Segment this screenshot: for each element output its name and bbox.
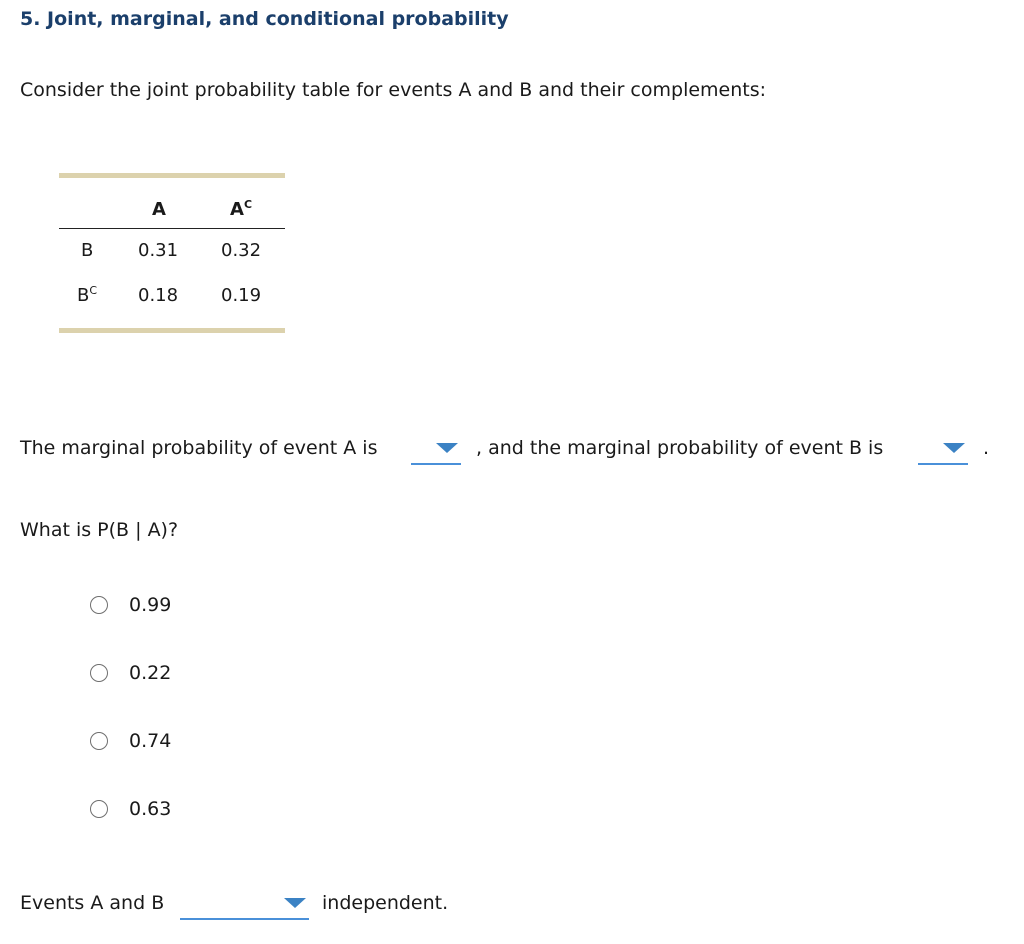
question-intro: Consider the joint probability table for events A and B and their complements: [20,79,767,101]
independence-text-before: Events A and B [20,892,165,914]
answer-option-label: 0.74 [129,730,172,752]
answer-option-label: 0.63 [129,798,172,820]
answer-option-label: 0.99 [129,594,172,616]
row-label-b-complement: $B^C$ [77,284,98,306]
cell-b-complement-a-complement: 0.19 [221,285,262,306]
answer-option-label: 0.22 [129,662,172,684]
marginal-text-after: . [983,437,990,459]
table-top-bar [59,173,285,178]
independence-text-after: independent. [322,892,449,914]
chevron-down-icon [943,443,965,453]
independence-dropdown[interactable] [180,888,309,920]
cell-b-a: 0.31 [138,240,179,261]
row-label-b: B [81,240,94,261]
chevron-down-icon [436,443,458,453]
chevron-down-icon [284,898,306,908]
cell-b-complement-a: 0.18 [138,285,179,306]
table-bottom-bar [59,328,285,333]
radio-button[interactable] [90,664,108,682]
question-title: 5. Joint, marginal, and conditional probability [20,8,509,30]
answer-option[interactable] [90,661,171,685]
answer-option[interactable] [90,593,171,617]
conditional-prompt: What is P(B | A)? [20,519,179,541]
marginal-a-dropdown[interactable] [411,433,461,465]
marginal-b-dropdown[interactable] [918,433,968,465]
answer-option[interactable] [90,797,171,821]
radio-button[interactable] [90,732,108,750]
marginal-text-before: The marginal probability of event A is [20,437,378,459]
table-header-rule [59,228,285,229]
col-header-a: A [152,199,166,220]
radio-button[interactable] [90,800,108,818]
col-header-a-complement: $A^C$ [230,198,253,220]
radio-button[interactable] [90,596,108,614]
cell-b-a-complement: 0.32 [221,240,262,261]
answer-option[interactable] [90,729,171,753]
marginal-text-middle: , and the marginal probability of event B is [476,437,884,459]
